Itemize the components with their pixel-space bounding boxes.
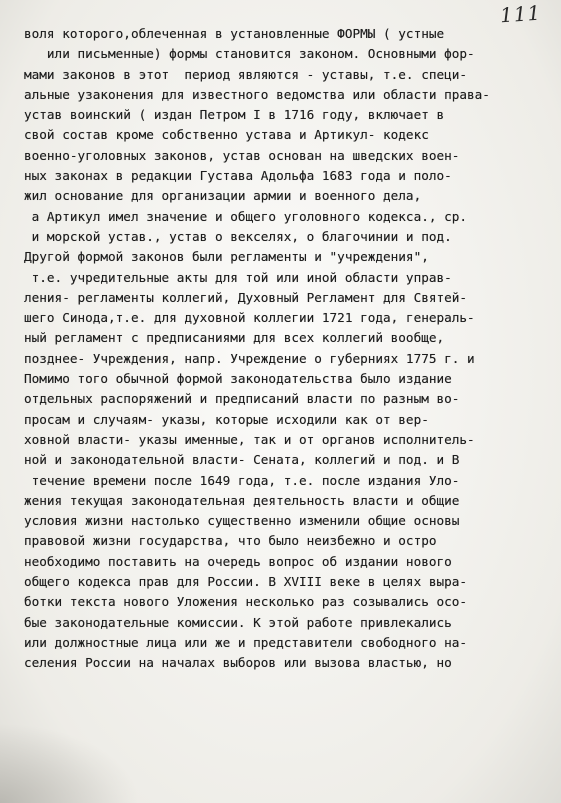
text-line: мами законов в этот период являются - уставы, т.е. специ-: [24, 66, 468, 82]
text-line: альные узаконения для известного ведомства или области права-: [24, 86, 490, 102]
typewritten-text: [24, 24, 544, 674]
text-line: а Артикул имел значение и общего уголовного кодекса., ср.: [24, 208, 468, 224]
text-line: селения России на началах выборов или вызова властью, но: [24, 655, 452, 671]
text-line: позднее- Учреждения, напр. Учреждение о губерниях 1775 г. и: [24, 350, 475, 366]
text-line: ховной власти- указы именные, так и от органов исполнитель-: [24, 431, 475, 447]
text-line: устав воинский ( издан Петром I в 1716 году, включает в: [24, 107, 445, 123]
text-line: военно-уголовных законов, устав основан на шведских воен-: [24, 147, 460, 163]
scan-shadow: [0, 723, 140, 803]
text-line: шего Синода,т.е. для духовной коллегии 1721 года, генераль-: [24, 310, 475, 326]
text-line: жил основание для организации армии и военного дела,: [24, 188, 422, 204]
text-line: и морской устав., устав о векселях, о благочинии и под.: [24, 228, 452, 244]
text-line: или должностные лица или же и представители свободного на-: [24, 634, 468, 650]
text-line: ной и законодательной власти- Сената, коллегий и под. и В: [24, 452, 460, 468]
text-line: необходимо поставить на очередь вопрос об издании нового: [24, 553, 452, 569]
text-line: ных законах в редакции Густава Адольфа 1683 года и поло-: [24, 168, 452, 184]
text-line: отдельных распоряжений и предписаний власти по разным во-: [24, 391, 460, 407]
text-line: просам и случаям- указы, которые исходили как от вер-: [24, 411, 429, 427]
text-line: правовой жизни государства, что было неизбежно и остро: [24, 533, 437, 549]
text-line: ления- регламенты коллегий, Духовный Регламент для Святей-: [24, 289, 468, 305]
text-line: ботки текста нового Уложения несколько раз созывались осо-: [24, 594, 468, 610]
text-line: течение времени после 1649 года, т.е. после издания Уло-: [24, 472, 460, 488]
text-line: или письменные) формы становится законом. Основными фор-: [24, 46, 475, 62]
text-line: воля которого,облеченная в установленные ФОРМЫ ( устные: [24, 26, 445, 41]
text-line: общего кодекса прав для России. В XVIII веке в целях выра-: [24, 574, 468, 590]
page-number: 111: [499, 0, 542, 28]
text-line: бые законодательные комиссии. К этой работе привлекались: [24, 614, 452, 630]
text-line: т.е. учредительные акты для той или иной области управ-: [24, 269, 452, 285]
text-line: условия жизни настолько существенно изменили общие основы: [24, 513, 460, 529]
text-line: Помимо того обычной формой законодательства было издание: [24, 371, 452, 387]
text-line: ный регламент с предписаниями для всех коллегий вообще,: [24, 330, 445, 346]
text-line: свой состав кроме собственно устава и Артикул- кодекс: [24, 127, 429, 143]
text-line: жения текущая законодательная деятельность власти и общие: [24, 492, 460, 508]
text-line: Другой формой законов были регламенты и "учреждения",: [24, 249, 429, 265]
